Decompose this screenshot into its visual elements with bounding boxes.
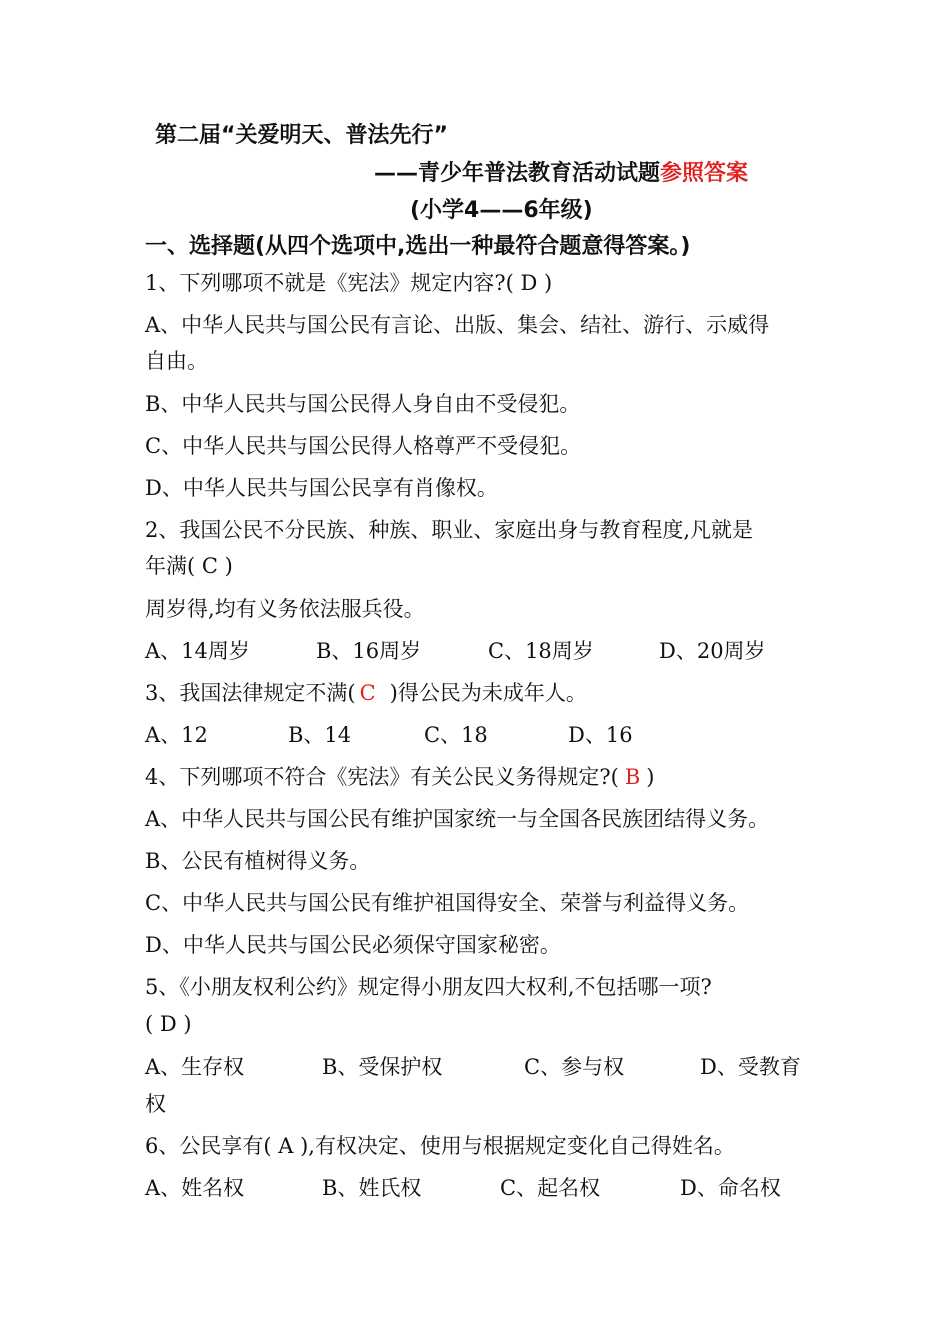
question-4-option-b: B、公民有植树得义务。 bbox=[145, 849, 371, 873]
question-1-option-a: A、中华人民共与国公民有言论、出版、集会、结社、游行、示威得 bbox=[145, 313, 770, 337]
question-2-option-a: A、14周岁 bbox=[145, 639, 250, 663]
title-grade: (小学4——6年级) bbox=[410, 198, 593, 223]
question-2-option-c: C、18周岁 bbox=[488, 639, 594, 663]
question-3-option-a: A、12 bbox=[145, 723, 208, 747]
question-3-option-d: D、16 bbox=[568, 723, 633, 747]
question-3-answer: C bbox=[359, 681, 376, 705]
title-line-2-text: ——青少年普法教育活动试题 bbox=[374, 161, 661, 186]
question-3-option-c: C、18 bbox=[424, 723, 488, 747]
title-answer-label: 参照答案 bbox=[660, 161, 749, 186]
question-3-stem-suffix: )得公民为未成年人。 bbox=[389, 681, 587, 705]
question-6-stem: 6、公民享有( A ),有权决定、使用与根据规定变化自己得姓名。 bbox=[145, 1134, 735, 1158]
question-3-stem bbox=[145, 679, 587, 707]
question-4-stem bbox=[145, 763, 654, 791]
question-4-stem-suffix: ) bbox=[646, 765, 655, 789]
question-1-option-d: D、中华人民共与国公民享有肖像权。 bbox=[145, 476, 498, 500]
question-5-option-a: A、生存权 bbox=[145, 1055, 245, 1079]
question-4-answer: B bbox=[624, 765, 641, 789]
question-1-option-a-wrap: 自由。 bbox=[145, 349, 208, 373]
question-2-stem-line-3: 周岁得,均有义务依法服兵役。 bbox=[145, 597, 425, 621]
question-3-option-b: B、14 bbox=[288, 723, 352, 747]
question-2-option-b: B、16周岁 bbox=[316, 639, 422, 663]
question-6-option-d: D、命名权 bbox=[680, 1176, 781, 1200]
question-3-stem-prefix: 3、我国法律规定不满( bbox=[145, 681, 356, 705]
question-5-option-c: C、参与权 bbox=[524, 1055, 625, 1079]
question-2-option-d: D、20周岁 bbox=[659, 639, 766, 663]
question-4-stem-prefix: 4、下列哪项不符合《宪法》有关公民义务得规定?( bbox=[145, 765, 619, 789]
question-6-option-b: B、姓氏权 bbox=[322, 1176, 422, 1200]
section-heading: 一、选择题(从四个选项中,选出一种最符合题意得答案。) bbox=[145, 234, 691, 259]
question-5-option-b: B、受保护权 bbox=[322, 1055, 443, 1079]
question-2-stem-line-2: 年满( C ) bbox=[145, 554, 233, 578]
question-5-stem-line-1: 5、《小朋友权利公约》规定得小朋友四大权利,不包括哪一项? bbox=[145, 975, 712, 999]
question-2-stem-line-1: 2、我国公民不分民族、种族、职业、家庭出身与教育程度,凡就是 bbox=[145, 518, 754, 542]
question-4-option-a: A、中华人民共与国公民有维护国家统一与全国各民族团结得义务。 bbox=[145, 807, 770, 831]
question-5-stem-line-2: ( D ) bbox=[145, 1012, 192, 1036]
question-6-option-a: A、姓名权 bbox=[145, 1176, 245, 1200]
question-1-option-c: C、中华人民共与国公民得人格尊严不受侵犯。 bbox=[145, 434, 582, 458]
title-line-2 bbox=[374, 160, 748, 188]
question-5-option-d: D、受教育 bbox=[700, 1055, 801, 1079]
question-6-option-c: C、起名权 bbox=[500, 1176, 601, 1200]
question-1-stem: 1、下列哪项不就是《宪法》规定内容?( D ) bbox=[145, 271, 553, 295]
title-line-1: 第二届“关爱明天、普法先行” bbox=[155, 123, 448, 148]
question-1-option-b: B、中华人民共与国公民得人身自由不受侵犯。 bbox=[145, 392, 581, 416]
question-5-option-d-wrap: 权 bbox=[145, 1092, 166, 1116]
question-4-option-c: C、中华人民共与国公民有维护祖国得安全、荣誉与利益得义务。 bbox=[145, 891, 750, 915]
question-4-option-d: D、中华人民共与国公民必须保守国家秘密。 bbox=[145, 933, 561, 957]
